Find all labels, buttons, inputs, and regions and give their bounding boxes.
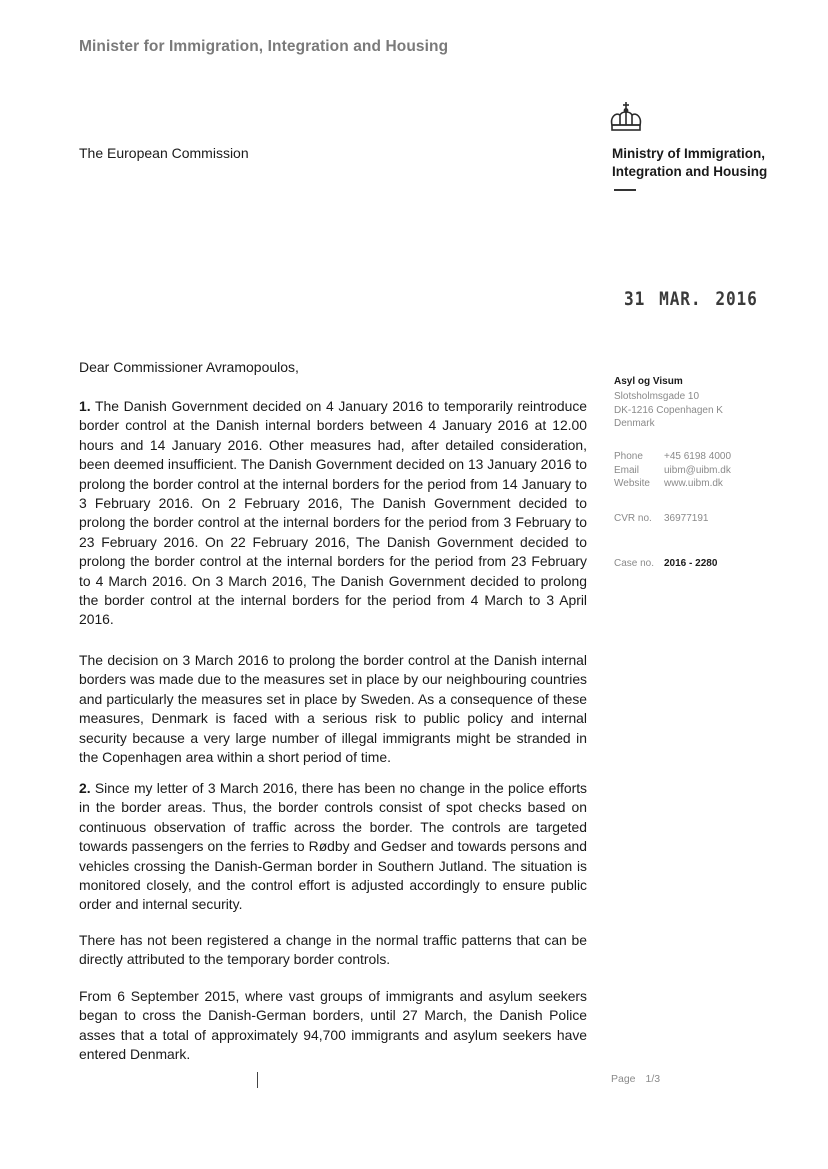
footer-mark xyxy=(257,1072,258,1088)
ministry-name xyxy=(612,145,767,181)
contact-row-phone xyxy=(614,450,731,464)
letterhead-title: Minister for Immigration, Integration and Housing xyxy=(79,38,449,55)
address-line: Slotsholmsgade 10 xyxy=(614,391,700,402)
email-value: uibm@uibm.dk xyxy=(664,464,731,476)
paragraph-number: 1. xyxy=(79,398,91,414)
phone-value: +45 6198 4000 xyxy=(664,451,732,462)
paragraph-1 xyxy=(79,397,587,630)
case-label: Case no. xyxy=(614,558,655,569)
divider xyxy=(614,189,636,191)
sidebar-unit: Asyl og Visum xyxy=(614,376,683,387)
crown-icon xyxy=(606,101,646,135)
page-indicator xyxy=(611,1073,660,1085)
contact-row-website xyxy=(614,477,731,491)
address-line: DK-1216 Copenhagen K xyxy=(614,404,723,416)
paragraph-text: Since my letter of 3 March 2016, there has been no change in the police efforts in the border areas. Thus, the border controls consist of spot checks based on continuous observation of traffic across the border. The controls are targeted towards passengers on the ferries to Rødby and Gedser and towards persons and vehicles crossing the Danish-German border in Southern Jutland. The situation is monitored closely, and the control effort is adjusted accordingly to ensure public order and internal security. xyxy=(79,780,587,913)
date-stamp: 31 MAR. 2016 xyxy=(624,288,758,310)
paragraph-4: There has not been registered a change in the normal traffic patterns that can be directly attributed to the temporary border controls. xyxy=(79,932,587,968)
paragraph-3 xyxy=(79,779,587,915)
sidebar-contact xyxy=(614,450,731,491)
contact-row-email xyxy=(614,464,731,478)
website-label: Website xyxy=(614,478,650,489)
salutation: Dear Commissioner Avramopoulos, xyxy=(79,359,299,375)
paragraph-text: The Danish Government decided on 4 January 2016 to temporarily reintroduce border control at the Danish internal borders between 4 January 2016 at 12.00 hours and 14 January 2016. Other measures had, after detailed consideration, been deemed insufficient. The Danish Government decided on 13 January 2016 to prolong the border control at the internal borders for the period from 14 January to 3 February 2016. On 2 February 2016, The Danish Government decided to prolong the border control at the internal borders for the period from 3 February to 23 February 2016. On 22 February 2016, The Danish Government decided to prolong the border control at the internal borders for the period from 23 February to 4 March 2016. On 3 March 2016, The Danish Government decided to prolong the border control at the internal borders for the period from 4 March to 3 April 2016. xyxy=(79,398,588,628)
address-line: Denmark xyxy=(614,418,655,429)
cvr-label: CVR no. xyxy=(614,513,652,524)
sidebar-cvr xyxy=(614,512,709,526)
page-number: 1/3 xyxy=(645,1073,661,1085)
paragraph-2: The decision on 3 March 2016 to prolong the border control at the Danish internal borders was made due to the measures set in place by our neighbouring countries and particularly the measures set in place by Sweden. As a consequence of these measures, Denmark is faced with a serious risk to public policy and internal security because a very large number of illegal immigrants might be stranded in the Copenhagen area within a short period of time. xyxy=(79,652,587,766)
sidebar-address xyxy=(614,390,723,431)
phone-label: Phone xyxy=(614,451,643,462)
case-value: 2016 - 2280 xyxy=(664,558,718,569)
cvr-value: 36977191 xyxy=(664,513,709,524)
sidebar-case xyxy=(614,557,717,571)
page-label: Page xyxy=(611,1073,636,1085)
recipient: The European Commission xyxy=(79,145,249,161)
email-label: Email xyxy=(614,464,640,476)
ministry-name-line2: Integration and Housing xyxy=(612,164,768,179)
paragraph-number: 2. xyxy=(79,780,91,796)
website-value: www.uibm.dk xyxy=(664,478,723,489)
ministry-name-line1: Ministry of Immigration, xyxy=(612,146,766,161)
paragraph-5: From 6 September 2015, where vast groups of immigrants and asylum seekers began to cross the Danish-German borders, until 27 March, the Danish Police asses that a total of approximately 94,700 immigrants and asylum seekers have entered Denmark. xyxy=(79,988,587,1063)
